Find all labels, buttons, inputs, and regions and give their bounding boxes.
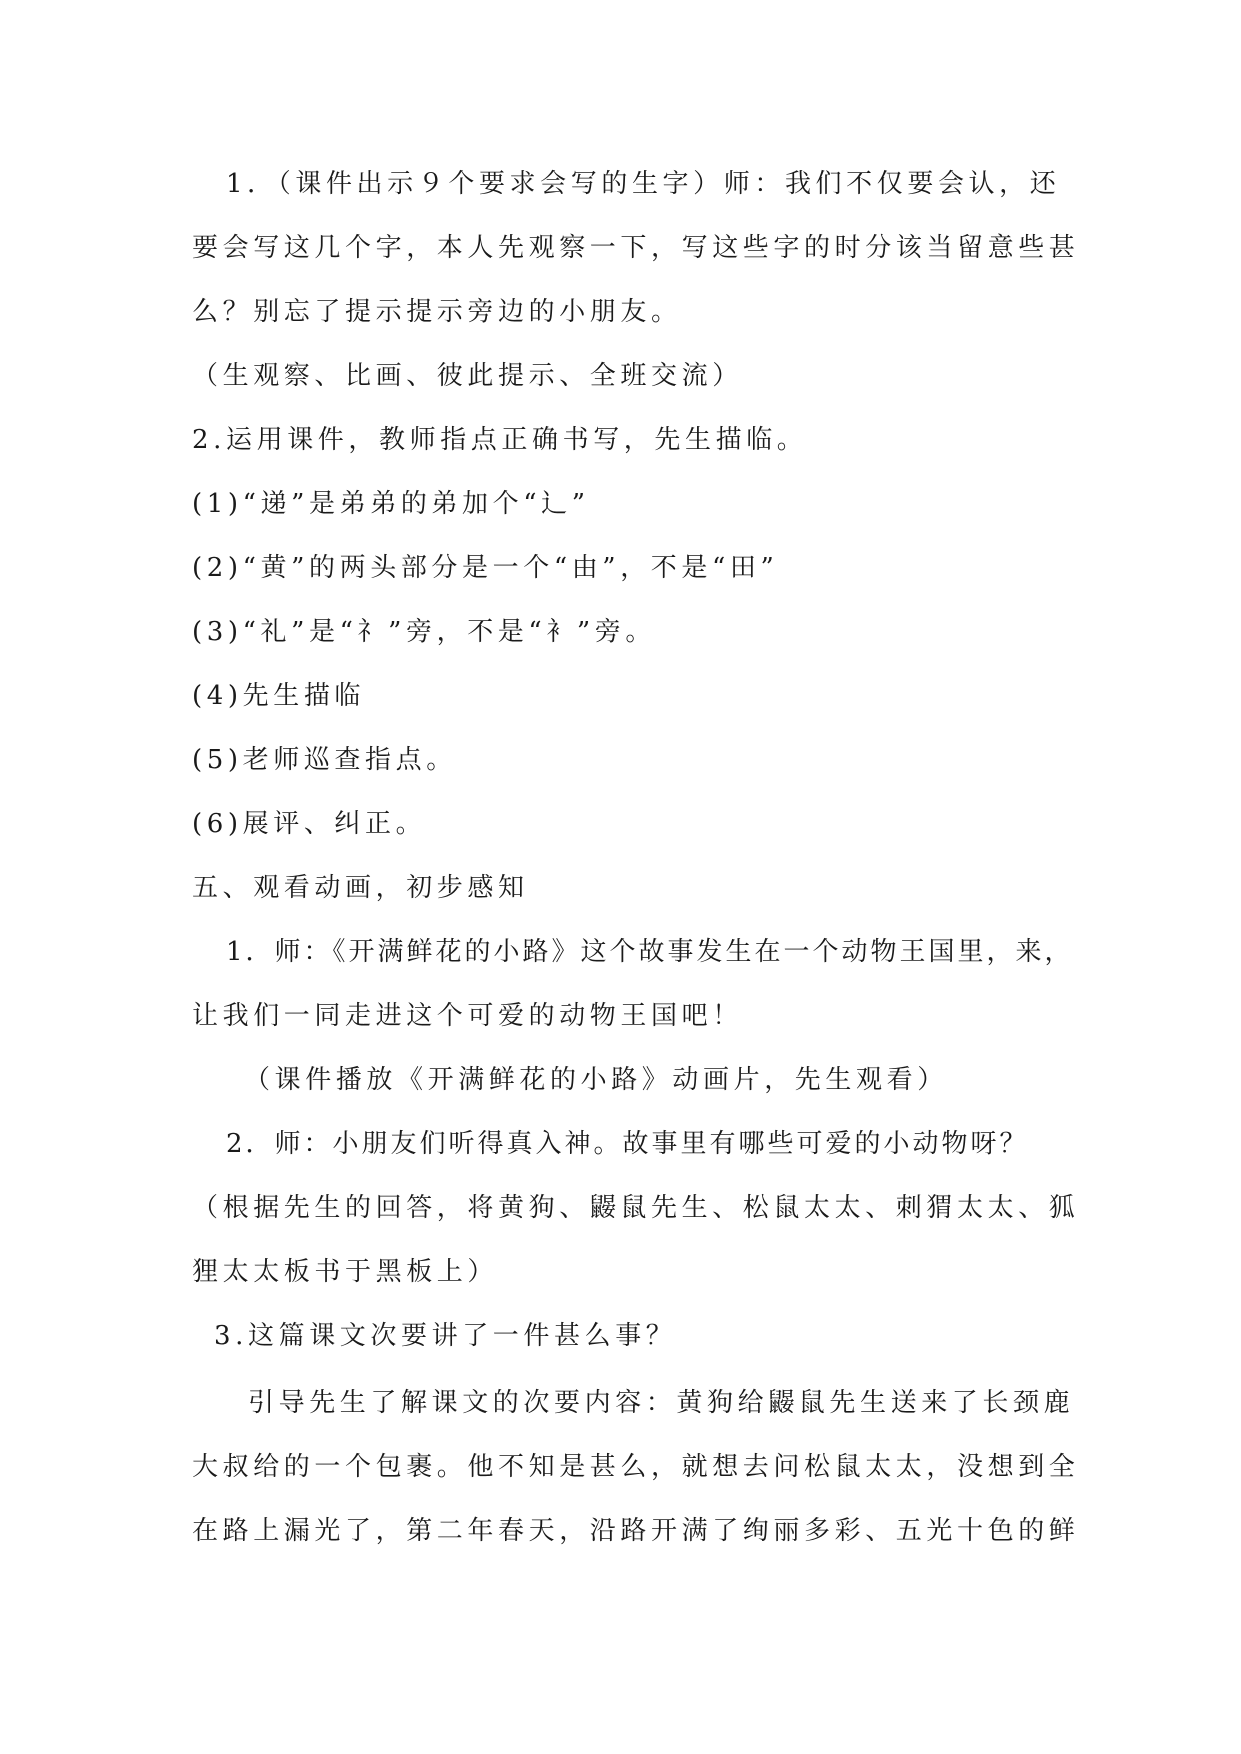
text-line-7: (2)“黄”的两头部分是一个“由”，不是“田” — [192, 553, 779, 583]
text-line-21: 大叔给的一个包裹。他不知是甚么，就想去问松鼠太太，没想到全 — [192, 1452, 1080, 1482]
text-line-19: 3.这篇课文次要讲了一件甚么事？ — [214, 1321, 677, 1351]
text-line-2: 要会写这几个字，本人先观察一下，写这些字的时分该当留意些甚 — [192, 233, 1080, 263]
text-line-10: (5)老师巡查指点。 — [192, 745, 457, 775]
text-line-6: (1)“递”是弟弟的弟加个“辶” — [192, 489, 590, 519]
text-line-1: 1．（课件出示９个要求会写的生字）师：我们不仅要会认，还 — [226, 169, 1061, 199]
text-line-9: (4)先生描临 — [192, 681, 366, 711]
text-line-4: （生观察、比画、彼此提示、全班交流） — [192, 361, 743, 391]
text-line-18: 狸太太板书于黑板上） — [192, 1257, 499, 1287]
text-line-15: （课件播放《开满鲜花的小路》动画片，先生观看） — [244, 1065, 948, 1095]
text-line-14: 让我们一同走进这个可爱的动物王国吧！ — [192, 1001, 743, 1031]
text-line-22: 在路上漏光了，第二年春天，沿路开满了绚丽多彩、五光十色的鲜 — [192, 1516, 1080, 1546]
text-line-5: 2.运用课件，教师指点正确书写，先生描临。 — [192, 425, 808, 455]
text-line-3: 么？别忘了提示提示旁边的小朋友。 — [192, 297, 682, 327]
text-line-8: (3)“礼”是“礻”旁，不是“衤”旁。 — [192, 617, 656, 647]
text-line-16: 2．师：小朋友们听得真入神。故事里有哪些可爱的小动物呀？ — [226, 1129, 1029, 1159]
text-line-17: （根据先生的回答，将黄狗、鼹鼠先生、松鼠太太、刺猬太太、狐 — [192, 1193, 1080, 1223]
section-heading: 五、观看动画，初步感知 — [192, 873, 529, 903]
text-line-11: (6)展评、纠正。 — [192, 809, 427, 839]
text-line-13: 1．师：《开满鲜花的小路》这个故事发生在一个动物王国里，来， — [226, 937, 1074, 967]
text-line-20: 引导先生了解课文的次要内容：黄狗给鼹鼠先生送来了长颈鹿 — [248, 1388, 1075, 1418]
